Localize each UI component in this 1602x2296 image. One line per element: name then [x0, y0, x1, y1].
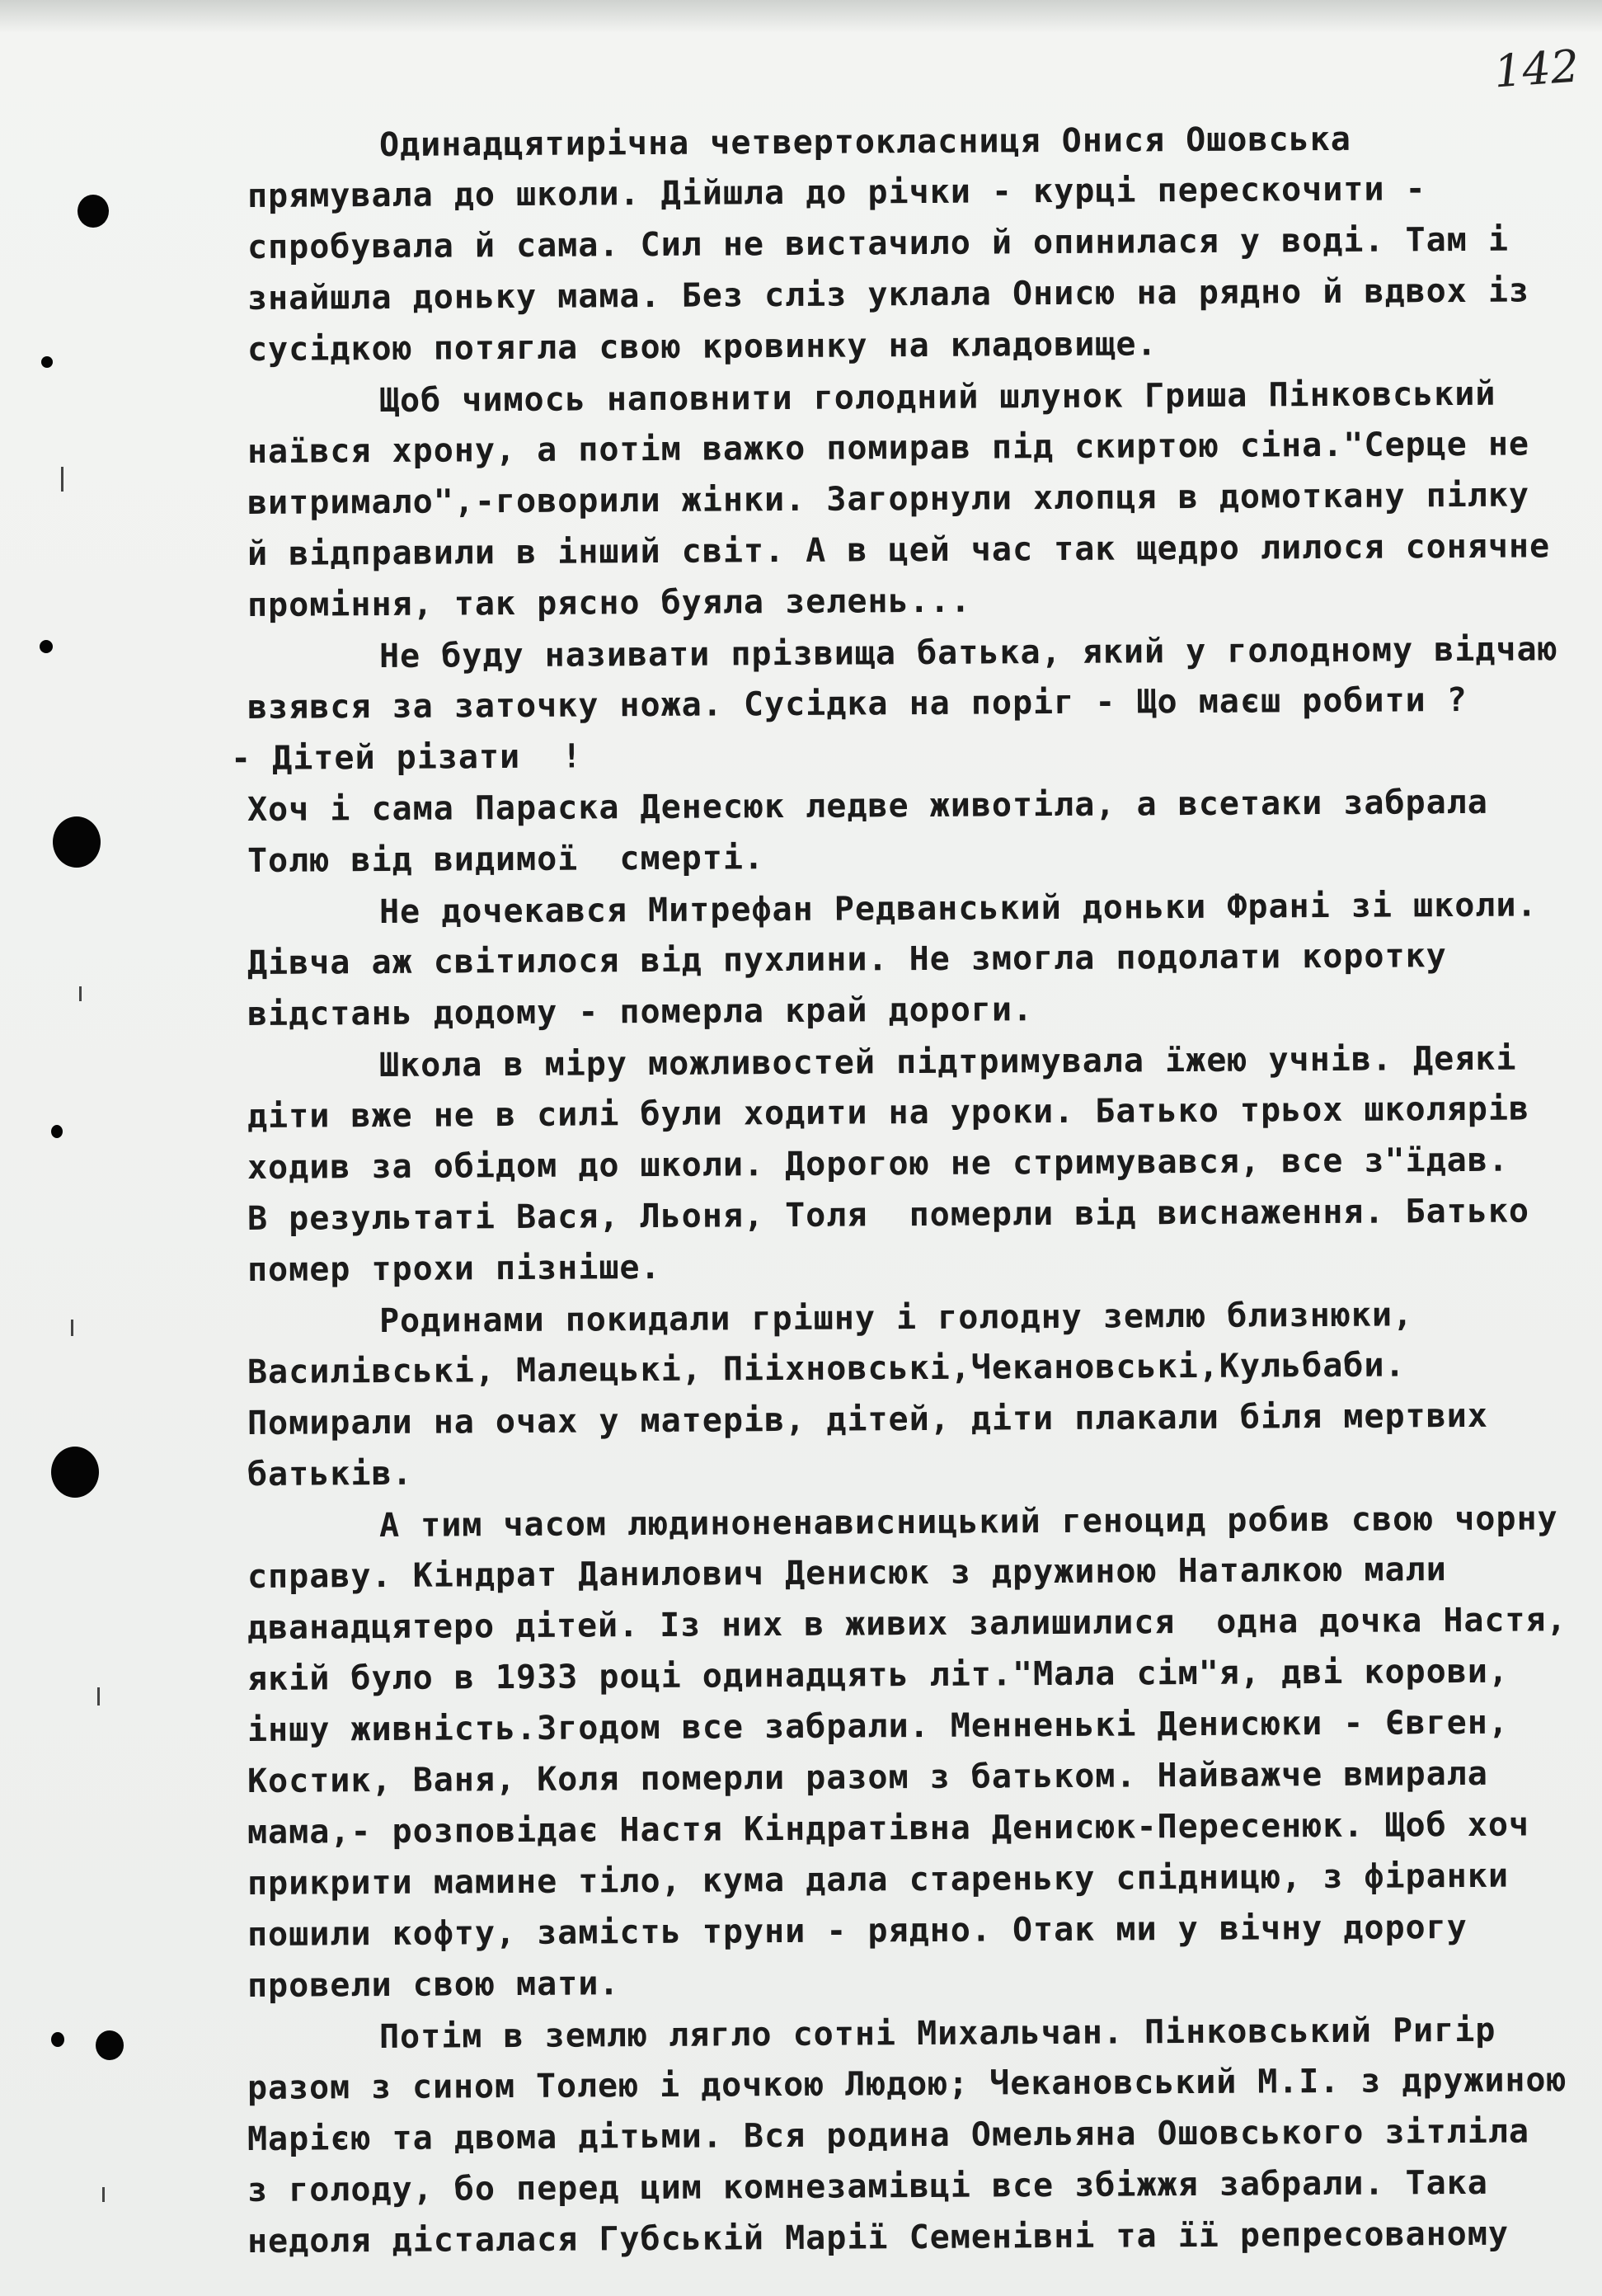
text-line: Щоб чимось наповнити голодний шлунок Гриша Пінковський	[378, 374, 1496, 420]
text-line: відстань додому - померла край дороги.	[247, 990, 1034, 1033]
text-line: батьків.	[247, 1454, 413, 1494]
text-line: Не буду називати прізвища батька, який у голодному відчаю	[378, 630, 1558, 675]
text-line: недоля дісталася Губській Марії Семенівні та її репресованому	[247, 2214, 1510, 2261]
text-line: справу. Кіндрат Данилович Денисюк з дружиною Наталкою мали	[247, 1550, 1447, 1596]
text-line: разом з сином Толею і дочкою Людою; Чекановський М.І. з дружиною	[247, 2061, 1567, 2107]
punch-hole	[41, 356, 53, 368]
text-line: Василівські, Малецькі, Пііхновські,Чекановські,Кульбаби.	[247, 1346, 1406, 1391]
page-number: 142	[1492, 40, 1581, 98]
margin-mark	[102, 2187, 105, 2202]
text-line: ходив за обідом до школи. Дорогою не стримувався, все з"їдав.	[247, 1141, 1510, 1187]
margin-mark	[79, 986, 82, 1001]
punch-hole	[78, 195, 109, 228]
text-line: Хоч і сама Параска Денесюк ледве животіла, а всетаки забрала	[247, 783, 1489, 829]
text-line: й відправили в інший світ. А в цей час так щедро лилося сонячне	[247, 527, 1551, 573]
text-line: прикрити мамине тіло, кума дала стареньку спідницю, з фіранки	[247, 1856, 1510, 1903]
text-line: А тим часом людиноненависницький геноцид робив свою чорну	[378, 1499, 1558, 1545]
text-line: Марією та двома дітьми. Вся родина Омельяна Ошовського зітліла	[247, 2112, 1530, 2158]
punch-hole	[96, 2030, 124, 2060]
text-line: пошили кофту, замість труни - рядно. Отак ми у вічну дорогу	[247, 1908, 1468, 1954]
page-top-edge	[0, 0, 1602, 33]
text-line: Одинадцятирічна четвертокласниця Онися Ошовська	[378, 120, 1351, 164]
margin-mark	[71, 1320, 73, 1336]
text-line: дванадцятеро дітей. Із них в живих залишилися одна дочка Настя,	[247, 1601, 1567, 1647]
punch-hole	[51, 2032, 64, 2047]
text-line: знайшла доньку мама. Без сліз уклала Онисю на рядно й вдвох із	[247, 271, 1530, 318]
text-line: витримало",-говорили жінки. Загорнули хлопця в домоткану пілку	[247, 476, 1530, 522]
text-line: Не дочекався Митрефан Редванський доньки Франі зі школи.	[378, 886, 1538, 931]
text-line: Толю від видимої смерті.	[247, 839, 765, 880]
text-line: прямувала до школи. Дійшла до річки - курці перескочити -	[247, 170, 1426, 215]
text-line: - Дітей різати !	[230, 737, 583, 778]
text-line: іншу живність.Згодом все забрали. Менненькі Денисюки - Євген,	[247, 1703, 1510, 1749]
punch-hole	[51, 1447, 99, 1498]
punch-hole	[53, 816, 101, 868]
text-line: Дівча аж світилося від пухлини. Не змогла подолати коротку	[247, 937, 1447, 982]
text-line: помер трохи пізніше.	[247, 1248, 661, 1289]
text-line: Костик, Ваня, Коля померли разом з батьком. Найважче вмирала	[247, 1754, 1489, 1800]
margin-mark	[61, 467, 63, 492]
text-line: В результаті Вася, Льоня, Толя померли від виснаження. Батько	[247, 1192, 1530, 1238]
punch-hole	[40, 640, 53, 653]
text-line: Потім в землю лягло сотні Михальчан. Пінковський Ригір	[378, 2011, 1496, 2056]
text-line: наївся хрону, а потім важко помирав під скиртою сіна."Серце не	[247, 425, 1530, 471]
margin-mark	[97, 1687, 100, 1706]
text-line: провели свою мати.	[247, 1964, 620, 2005]
text-line: Помирали на очах у матерів, дітей, діти плакали біля мертвих	[247, 1396, 1489, 1442]
text-line: діти вже не в силі були ходити на уроки. Батько трьох школярів	[247, 1089, 1530, 1136]
punch-hole	[51, 1125, 63, 1138]
text-line: Школа в міру можливостей підтримувала їжею учнів. Деякі	[378, 1039, 1517, 1084]
text-line: якій було в 1933 році одинадцять літ."Мала сім"я, дві корови,	[247, 1652, 1510, 1698]
text-line: проміння, так рясно буяла зелень...	[247, 581, 971, 624]
text-line: мама,- розповідає Настя Кіндратівна Денисюк-Пересенюк. Щоб хоч	[247, 1805, 1530, 1851]
text-line: спробувала й сама. Сил не вистачило й опинилася у воді. Там і	[247, 220, 1510, 266]
text-line: сусідкою потягла свою кровинку на кладовище.	[247, 325, 1158, 369]
text-line: Родинами покидали грішну і голодну землю близнюки,	[378, 1296, 1414, 1340]
text-line: з голоду, бо перед цим комнезамівці все збіжжя забрали. Така	[247, 2163, 1489, 2209]
text-line: взявся за заточку ножа. Сусідка на поріг - Що маєш робити ?	[247, 680, 1468, 727]
